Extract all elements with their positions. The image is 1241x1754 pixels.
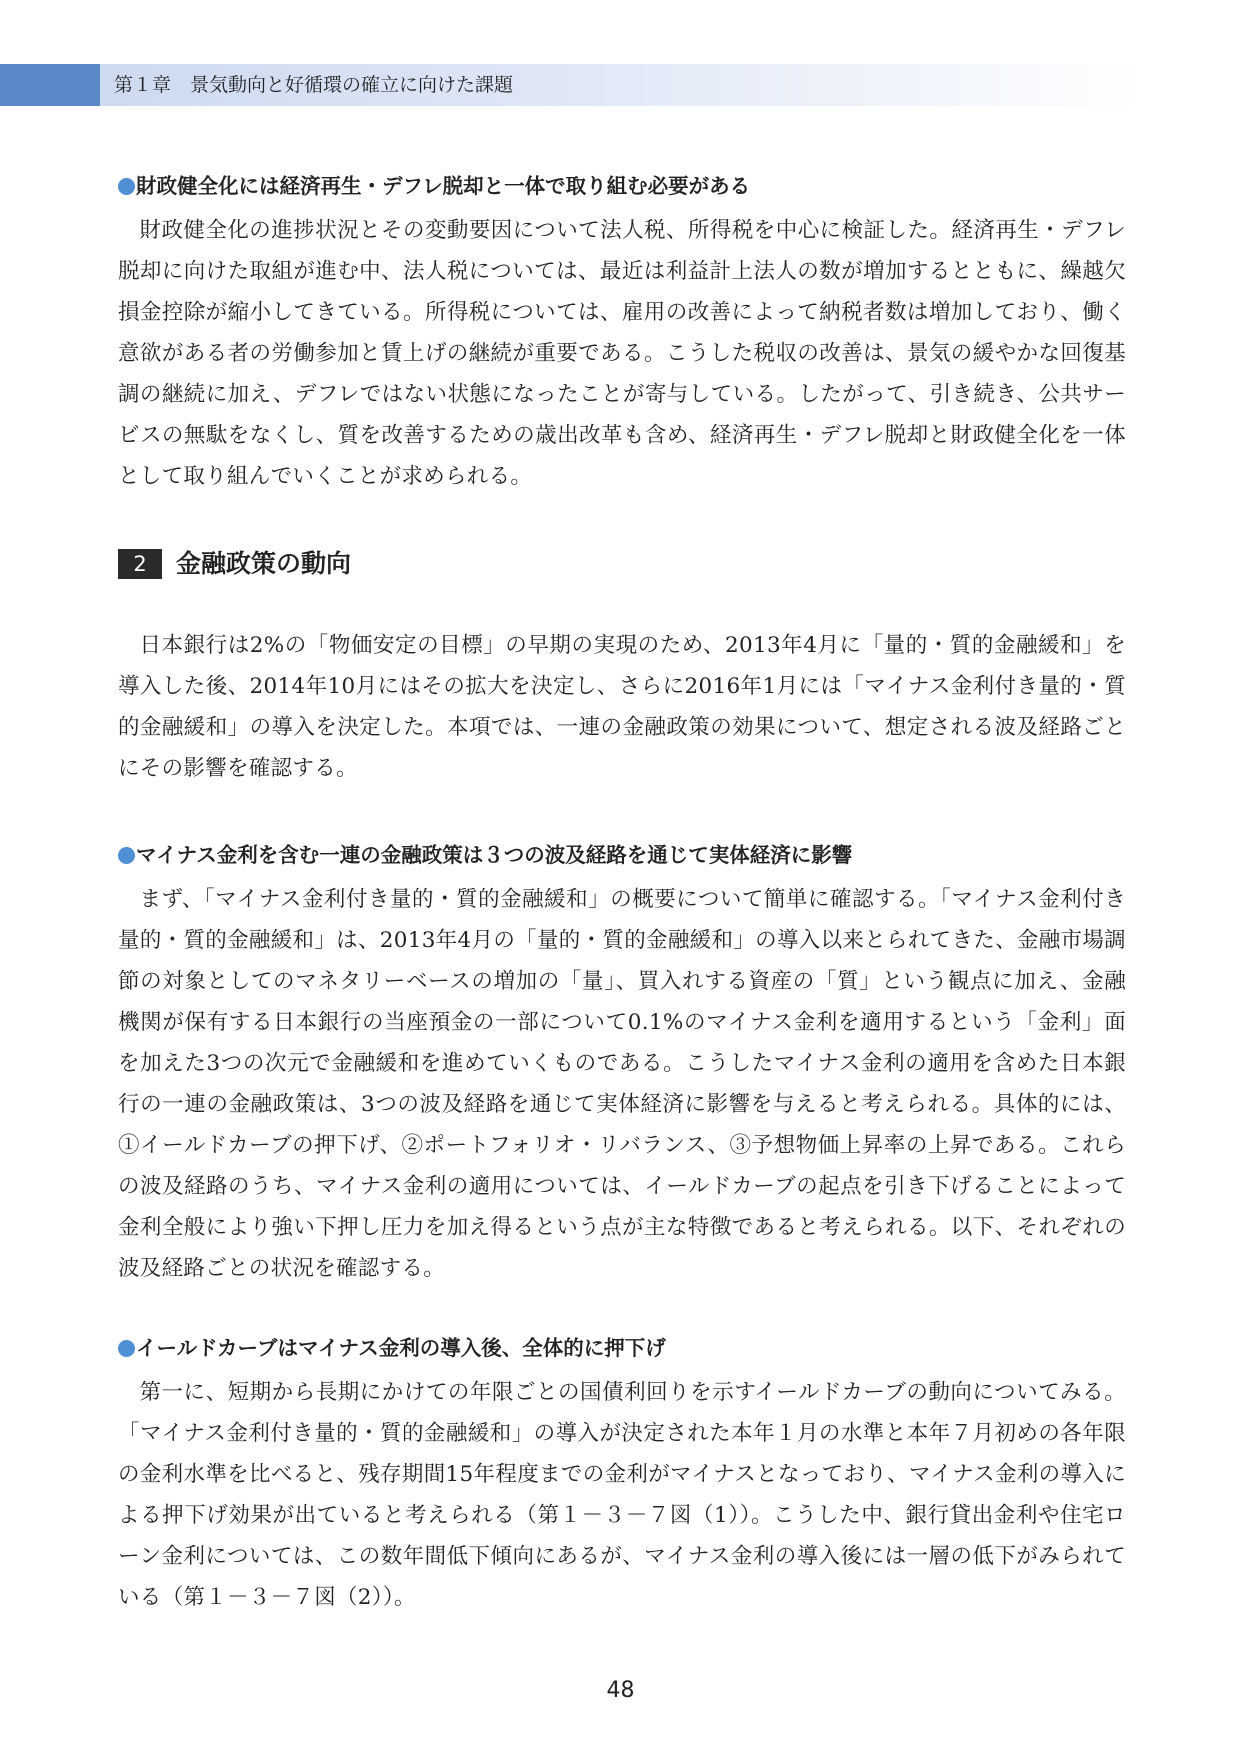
bullet-heading-text: 財政健全化には経済再生・デフレ脱却と一体で取り組む必要がある — [136, 174, 751, 198]
bullet-heading-negative-rate — [118, 841, 852, 869]
blue-bullet-icon — [118, 178, 135, 195]
paragraph-monetary-policy: 日本銀行は2%の「物価安定の目標」の早期の実現のため、2013年4月に「量的・質的金融緩和」を導入した後、2014年10月にはその拡大を決定し、さらに2016年1月には「マイナス金利付き量的・質的金融緩和」の導入を決定した。本項では、一連の金融政策の効果について、想定される波及経路ごとにその影響を確認する。 — [118, 633, 1126, 781]
paragraph-yield-curve: 第一に、短期から長期にかけての年限ごとの国債利回りを示すイールドカーブの動向についてみる。「マイナス金利付き量的・質的金融緩和」の導入が決定された本年１月の水準と本年７月初めの各年限の金利水準を比べると、残存期間15年程度までの金利がマイナスとなっており、マイナス金利の導入による押下げ効果が出ていると考えられる（第１－３－７図（1））。こうした中、銀行貸出金利や住宅ローン金利については、この数年間低下傾向にあるが、マイナス金利の導入後には一層の低下がみられている（第１－３－７図（2））。 — [118, 1380, 1126, 1610]
running-header — [0, 64, 1241, 106]
paragraph-fiscal: 財政健全化の進捗状況とその変動要因について法人税、所得税を中心に検証した。経済再生・デフレ脱却に向けた取組が進む中、法人税については、最近は利益計上法人の数が増加するとともに、繰越欠損金控除が縮小してきている。所得税については、雇用の改善によって納税者数は増加しており、働く意欲がある者の労働参加と賃上げの継続が重要である。こうした税収の改善は、景気の緩やかな回復基調の継続に加え、デフレではない状態になったことが寄与している。したがって、引き続き、公共サービスの無駄をなくし、質を改善するための歳出改革も含め、経済再生・デフレ脱却と財政健全化を一体として取り組んでいくことが求められる。 — [118, 218, 1126, 489]
chapter-title: 第１章 景気動向と好循環の確立に向けた課題 — [114, 74, 514, 96]
section-number-badge: 2 — [118, 549, 162, 579]
bullet-heading-text: マイナス金利を含む一連の金融政策は３つの波及経路を通じて実体経済に影響 — [136, 843, 853, 867]
bullet-heading-fiscal — [118, 172, 750, 200]
section-title: 金融政策の動向 — [176, 549, 352, 578]
paragraph-negative-rate: まず、「マイナス金利付き量的・質的金融緩和」の概要について簡単に確認する。「マイナス金利付き量的・質的金融緩和」は、2013年4月の「量的・質的金融緩和」の導入以来とられてきた、金融市場調節の対象としてのマネタリーベースの増加の「量」、買入れする資産の「質」という観点に加え、金融機関が保有する日本銀行の当座預金の一部について0.1%のマイナス金利を適用するという「金利」面を加えた3つの次元で金融緩和を進めていくものである。こうしたマイナス金利の適用を含めた日本銀行の一連の金融政策は、3つの波及経路を通じて実体経済に影響を与えると考えられる。具体的には、①イールドカーブの押下げ、②ポートフォリオ・リバランス、③予想物価上昇率の上昇である。これらの波及経路のうち、マイナス金利の適用については、イールドカーブの起点を引き下げることによって金利全般により強い下押し圧力を加え得るという点が主な特徴であると考えられる。以下、それぞれの波及経路ごとの状況を確認する。 — [118, 887, 1126, 1281]
bullet-heading-yield-curve — [118, 1334, 666, 1362]
bullet-heading-text: イールドカーブはマイナス金利の導入後、全体的に押下げ — [136, 1336, 666, 1360]
page-number: 48 — [606, 1678, 635, 1703]
header-accent-block — [0, 64, 100, 106]
blue-bullet-icon — [118, 847, 135, 864]
blue-bullet-icon — [118, 1340, 135, 1357]
